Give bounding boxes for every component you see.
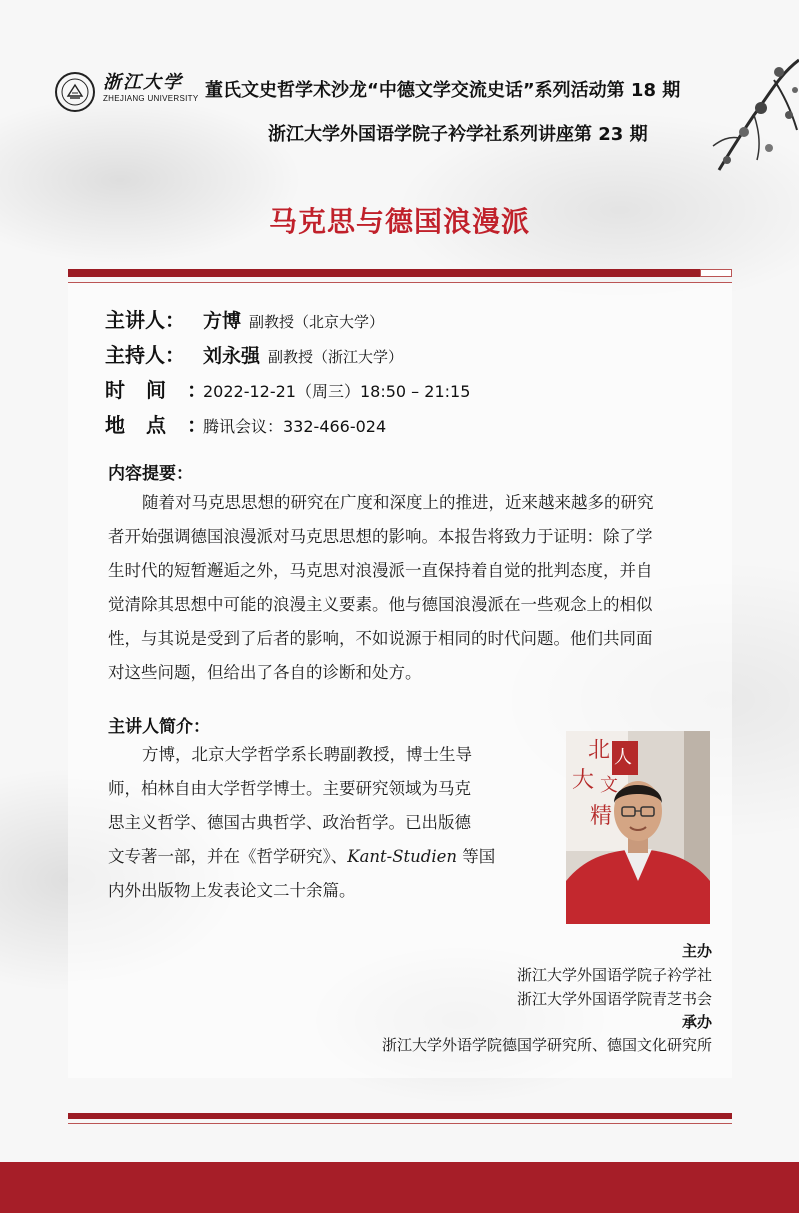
plum-branch-decoration [699,20,799,190]
speaker-photo [566,731,710,924]
speaker-row [105,304,384,334]
co-org-label: 承办 [681,1013,712,1031]
sign-char: 人 [614,747,632,768]
co-org-1: 浙江大学外语学院德国学研究所、德国文化研究所 [381,1036,712,1054]
lecture-title: 马克思与德国浪漫派 [268,205,530,238]
speaker-title: 副教授（北京大学） [249,313,385,331]
bio-heading: 主讲人简介： [108,717,210,737]
abstract-line: 觉清除其思想中可能的浪漫主义要素。他与德国浪漫派在一些观念上的相似 [108,595,653,614]
time-label: 时间： [105,378,228,402]
series-line-1: 董氏文史哲学术沙龙“中德文学交流史话”系列活动第 18 期 [205,80,681,101]
time-row [105,374,470,404]
abstract-line: 对这些问题，但给出了各自的诊断和处方。 [108,663,422,682]
bio-line-4b: 等国 [457,847,496,866]
host-row [105,339,403,369]
abstract-line: 随着对马克思思想的研究在广度和深度上的推进，近来越来越多的研究 [142,493,654,512]
university-logo [103,72,199,104]
series-line-2: 浙江大学外国语学院子衿学社系列讲座第 23 期 [268,124,648,145]
place-label: 地点： [105,413,228,437]
logo-english: ZHEJIANG UNIVERSITY [103,94,199,103]
journal-name: Kant-Studien [347,847,458,866]
logo-chinese: 浙江大学 [103,72,183,93]
speaker-name: 方博 [203,310,242,332]
sign-char: 文 [600,775,618,796]
bio-line: 师，柏林自由大学哲学博士。主要研究领域为马克 [108,779,471,798]
abstract-line: 性，与其说是受到了后者的影响，不如说源于相同的时代问题。他们共同面 [108,629,653,648]
abstract-text [108,486,730,690]
host-org-label: 主办 [681,942,712,960]
sign-char: 精 [590,804,613,829]
bottom-divider [68,1113,732,1119]
bio-text [108,738,548,908]
bio-line: 方博，北京大学哲学系长聘副教授，博士生导 [142,745,472,764]
host-label: 主持人： [105,343,185,367]
abstract-line: 生时代的短暂邂逅之外，马克思对浪漫派一直保持着自觉的批判态度，并自 [108,561,653,580]
host-org-2: 浙江大学外国语学院青芝书会 [516,990,712,1008]
speaker-label: 主讲人： [105,308,185,332]
bio-line-4a: 文专著一部，并在《哲学研究》、 [108,847,348,866]
footer-band [0,1162,799,1213]
place-row [105,409,386,439]
sign-char: 北 [588,738,611,763]
university-seal-icon [55,72,95,112]
top-divider-end [700,269,732,277]
bottom-divider-line [68,1123,732,1124]
header [0,0,799,190]
host-org-1: 浙江大学外国语学院子衿学社 [516,966,712,984]
bio-line [108,840,548,874]
bio-line: 内外出版物上发表论文二十余篇。 [108,881,356,900]
time-value: 2022-12-21（周三）18:50 – 21:15 [203,382,471,401]
top-divider [68,269,700,277]
place-value: 腾讯会议：332-466-024 [203,417,387,436]
abstract-line: 者开始强调德国浪漫派对马克思思想的影响。本报告将致力于证明：除了学 [108,527,653,546]
bio-line: 思主义哲学、德国古典哲学、政治哲学。已出版德 [108,813,471,832]
host-title: 副教授（浙江大学） [268,348,404,366]
sign-char: 大 [572,768,595,793]
host-name: 刘永强 [203,345,261,367]
abstract-heading: 内容提要： [108,464,193,484]
